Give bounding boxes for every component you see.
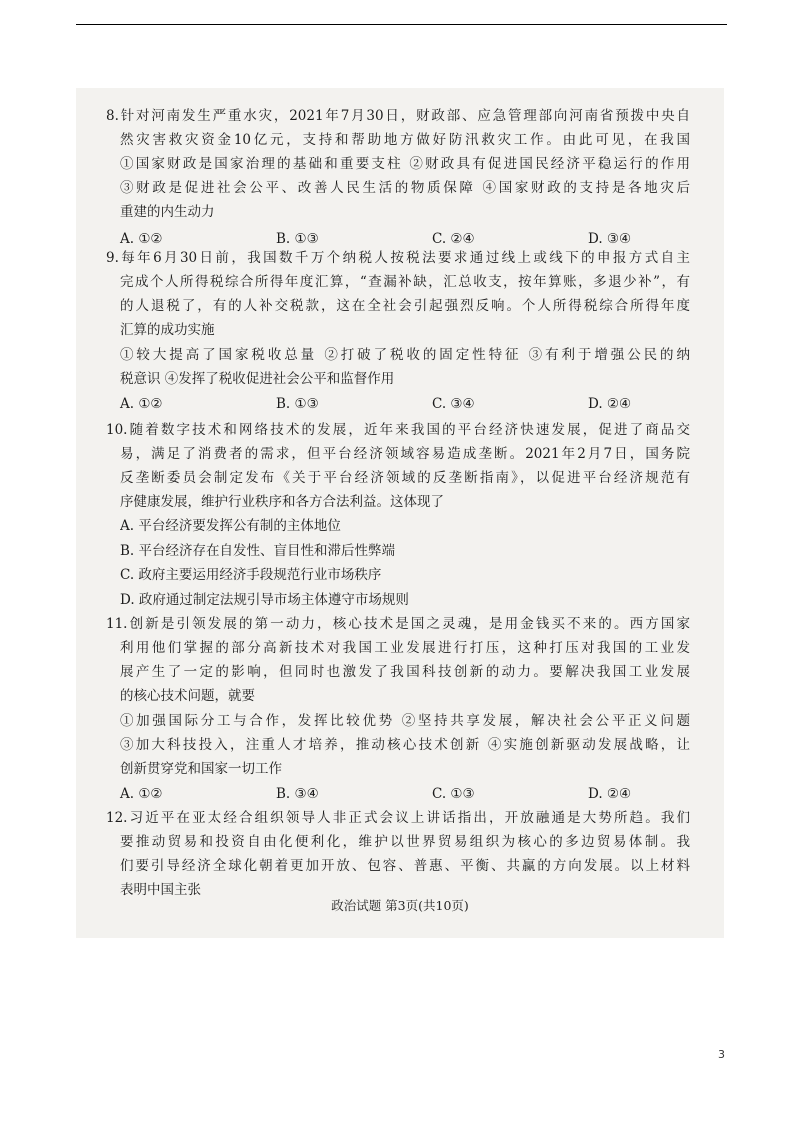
q10-line-1: 10.随着数字技术和网络技术的发展，近年来我国的平台经济快速发展，促进了商品交 xyxy=(106,422,690,438)
q10-choice-b: B. 平台经济存在自发性、盲目性和滞后性弊端 xyxy=(120,543,396,559)
q10-choice-c: C. 政府主要运用经济手段规范行业市场秩序 xyxy=(120,567,382,583)
q10-line-3: 反垄断委员会制定发布《关于平台经济领域的反垄断指南》，以促进平台经济规范有 xyxy=(120,470,690,486)
q8-line-3: ①国家财政是国家治理的基础和重要支柱 ②财政具有促进国民经济平稳运行的作用 xyxy=(120,156,690,172)
page-number: 3 xyxy=(718,1048,725,1061)
top-rule xyxy=(76,24,727,25)
q11-line-7: 创新贯穿党和国家一切工作 xyxy=(120,761,282,777)
q10-line-2: 易，满足了消费者的需求，但平台经济领域容易造成垄断。2021年2月7日，国务院 xyxy=(120,446,690,462)
q9-option-a: A. ①② xyxy=(120,396,163,412)
q11-options xyxy=(120,782,684,806)
q11-line-2: 利用他们掌握的部分高新技术对我国工业发展进行打压，这种打压对我国的工业发 xyxy=(120,640,690,656)
q9-line-4: 汇算的成功实施 xyxy=(120,322,215,338)
q12-line-2: 要推动贸易和投资自由化便利化，维护以世界贸易组织为核心的多边贸易体制。我 xyxy=(120,834,690,850)
q9-option-d: D. ②④ xyxy=(588,396,632,412)
q8-line-1: 8.针对河南发生严重水灾，2021年7月30日，财政部、应急管理部向河南省预拨中央自 xyxy=(106,108,690,124)
q9-line-2: 完成个人所得税综合所得年度汇算，“查漏补缺，汇总收支，按年算账，多退少补”，有 xyxy=(120,274,690,290)
q11-line-3: 展产生了一定的影响，但同时也激发了我国科技创新的动力。要解决我国工业发展 xyxy=(120,664,690,680)
q9-line-6: 税意识 ④发挥了税收促进社会公平和监督作用 xyxy=(120,371,395,387)
q12-line-4: 表明中国主张 xyxy=(120,882,201,898)
q11-line-1: 11.创新是引领发展的第一动力，核心技术是国之灵魂，是用金钱买不来的。西方国家 xyxy=(106,616,690,632)
q8-option-c: C. ②④ xyxy=(432,231,475,247)
q9-line-5: ①较大提高了国家税收总量 ②打破了税收的固定性特征 ③有利于增强公民的纳 xyxy=(120,347,690,363)
q8-line-5: 重建的内生动力 xyxy=(120,204,215,220)
q9-option-c: C. ③④ xyxy=(432,396,475,412)
q9-line-3: 的人退税了，有的人补交税款，这在全社会引起强烈反响。个人所得税综合所得年度 xyxy=(120,298,690,314)
q8-option-b: B. ①③ xyxy=(276,231,319,247)
q11-line-4: 的核心技术问题，就要 xyxy=(120,688,255,704)
scanned-exam-page xyxy=(76,88,724,938)
q12-line-1: 12.习近平在亚太经合组织领导人非正式会议上讲话指出，开放融通是大势所趋。我们 xyxy=(106,810,690,826)
q11-line-6: ③加大科技投入，注重人才培养，推动核心技术创新 ④实施创新驱动发展战略，让 xyxy=(120,737,690,753)
q11-option-b: B. ③④ xyxy=(276,786,319,802)
q10-line-4: 序健康发展，维护行业秩序和各方合法利益。这体现了 xyxy=(120,494,444,510)
q12-line-3: 们要引导经济全球化朝着更加开放、包容、普惠、平衡、共赢的方向发展。以上材料 xyxy=(120,858,690,874)
page-footer: 政治试题 第3页(共10页) xyxy=(331,898,469,913)
q10-choice-a: A. 平台经济要发挥公有制的主体地位 xyxy=(120,518,341,534)
q11-line-5: ①加强国际分工与合作，发挥比较优势 ②坚持共享发展，解决社会公平正义问题 xyxy=(120,713,690,729)
q9-option-b: B. ①③ xyxy=(276,396,319,412)
q9-line-1: 9.每年6月30日前，我国数千万个纳税人按税法要求通过线上或线下的申报方式自主 xyxy=(106,250,690,266)
q9-options xyxy=(120,392,684,416)
q10-choice-d: D. 政府通过制定法规引导市场主体遵守市场规则 xyxy=(120,592,409,608)
q8-option-d: D. ③④ xyxy=(588,231,632,247)
q8-option-a: A. ①② xyxy=(120,231,163,247)
q11-option-a: A. ①② xyxy=(120,786,163,802)
q11-option-c: C. ①③ xyxy=(432,786,475,802)
q11-option-d: D. ②④ xyxy=(588,786,632,802)
q8-line-2: 然灾害救灾资金10亿元，支持和帮助地方做好防汛救灾工作。由此可见，在我国 xyxy=(120,132,690,148)
q8-line-4: ③财政是促进社会公平、改善人民生活的物质保障 ④国家财政的支持是各地灾后 xyxy=(120,180,690,196)
